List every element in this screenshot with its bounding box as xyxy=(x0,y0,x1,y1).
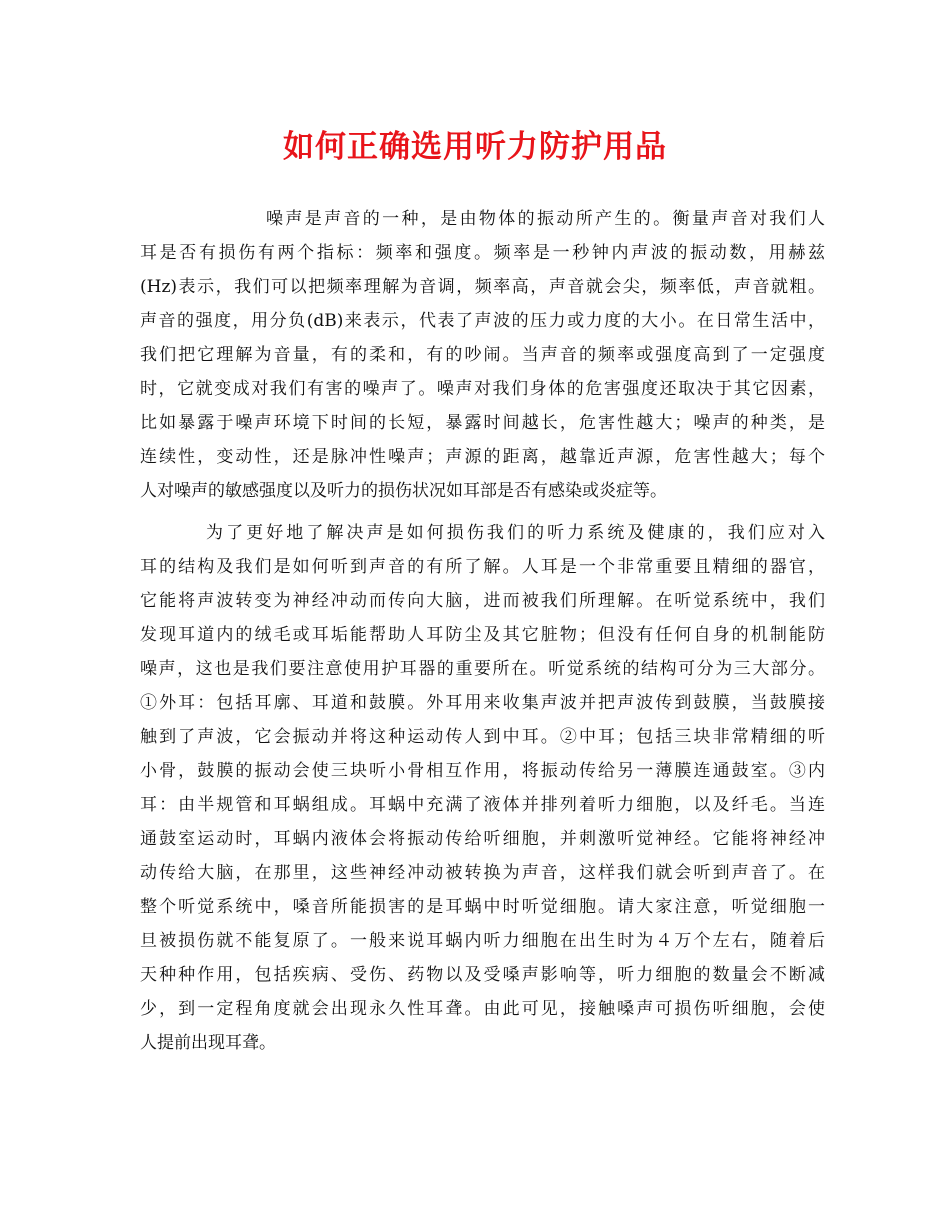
paragraph-line: 发现耳道内的绒毛或耳垢能帮助人耳防尘及其它脏物；但没有任何自身的机制能防 xyxy=(140,625,825,645)
paragraph-line: 通鼓室运动时，耳蜗内液体会将振动传给听细胞，并刺激听觉神经。它能将神经冲 xyxy=(140,829,825,849)
paragraph-line: 小骨，鼓膜的振动会使三块听小骨相互作用，将振动传给另一薄膜连通鼓室。③内 xyxy=(140,761,825,781)
paragraph-line: 人对噪声的敏感强度以及听力的损伤状况如耳部是否有感染或炎症等。 xyxy=(140,481,667,501)
paragraph-line: 它能将声波转变为神经冲动而传向大脑，进而被我们所理解。在听觉系统中，我们 xyxy=(140,591,825,611)
paragraph-line: 为了更好地了解决声是如何损伤我们的听力系统及健康的，我们应对入 xyxy=(206,523,825,543)
paragraph-2 xyxy=(140,516,825,1060)
document-title: 如何正确选用听力防护用品 xyxy=(283,129,667,165)
paragraph-line: 连续性，变动性，还是脉冲性噪声；声源的距离，越靠近声源，危害性越大；每个 xyxy=(140,447,825,467)
paragraph-line: 动传给大脑，在那里，这些神经冲动被转换为声音，这样我们就会听到声音了。在 xyxy=(140,863,825,883)
paragraph-line: (Hz)表示，我们可以把频率理解为音调，频率高，声音就会尖，频率低，声音就粗。 xyxy=(140,277,825,297)
paragraph-line: 人提前出现耳聋。 xyxy=(140,1033,276,1053)
paragraph-line: 比如暴露于噪声环境下时间的长短，暴露时间越长，危害性越大；噪声的种类，是 xyxy=(140,413,825,433)
paragraph-line: 我们把它理解为音量，有的柔和，有的吵闹。当声音的频率或强度高到了一定强度 xyxy=(140,345,825,365)
document-body xyxy=(140,202,825,1060)
paragraph-1 xyxy=(140,202,825,508)
paragraph-line: 耳：由半规管和耳蜗组成。耳蜗中充满了液体并排列着听力细胞，以及纤毛。当连 xyxy=(140,795,825,815)
paragraph-line: 天种种作用，包括疾病、受伤、药物以及受嗓声影响等，听力细胞的数量会不断减 xyxy=(140,965,825,985)
paragraph-line: 少，到一定程角度就会出现永久性耳聋。由此可见，接触嗓声可损伤听细胞，会使 xyxy=(140,999,825,1019)
paragraph-line: 噪声，这也是我们要注意使用护耳器的重要所在。听觉系统的结构可分为三大部分。 xyxy=(140,659,825,679)
paragraph-line: 声音的强度，用分负(dB)来表示，代表了声波的压力或力度的大小。在日常生活中， xyxy=(140,311,825,331)
paragraph-line: 噪声是声音的一种，是由物体的振动所产生的。衡量声音对我们人 xyxy=(266,209,825,229)
paragraph-line: 整个听觉系统中，嗓音所能损害的是耳蜗中时听觉细胞。请大家注意，听觉细胞一 xyxy=(140,897,825,917)
paragraph-line: 时，它就变成对我们有害的噪声了。噪声对我们身体的危害强度还取决于其它因素， xyxy=(140,379,825,399)
paragraph-line: 耳是否有损伤有两个指标：频率和强度。频率是一秒钟内声波的振动数，用赫兹 xyxy=(140,243,825,263)
paragraph-line: 旦被损伤就不能复原了。一般来说耳蜗内听力细胞在出生时为４万个左右，随着后 xyxy=(140,931,825,951)
paragraph-line: 触到了声波，它会振动并将这种运动传人到中耳。②中耳；包括三块非常精细的听 xyxy=(140,727,825,747)
paragraph-line: 耳的结构及我们是如何听到声音的有所了解。人耳是一个非常重要且精细的器官， xyxy=(140,557,825,577)
paragraph-line: ①外耳：包括耳廓、耳道和鼓膜。外耳用来收集声波并把声波传到鼓膜，当鼓膜接 xyxy=(140,693,825,713)
